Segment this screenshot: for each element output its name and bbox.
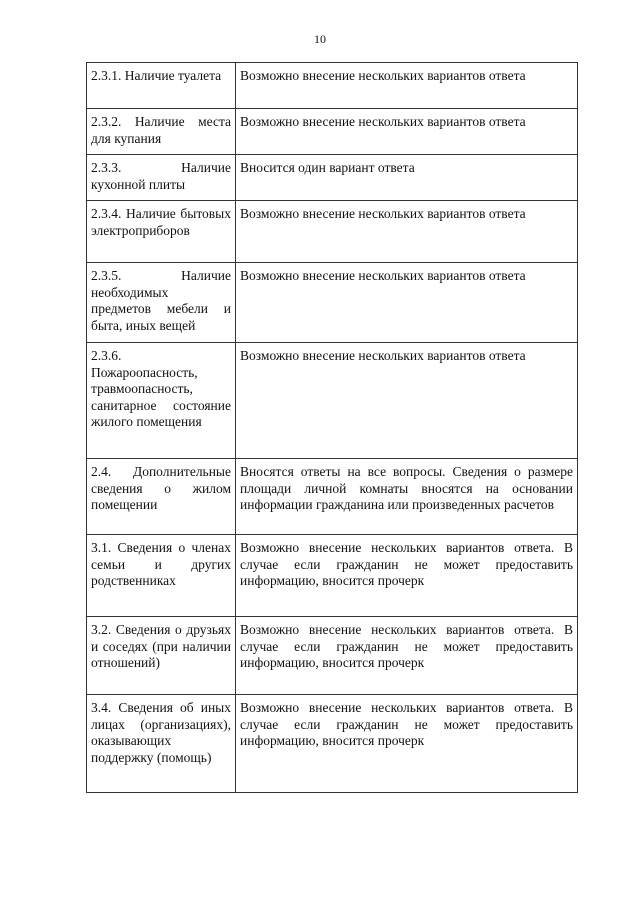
item-cell	[87, 263, 236, 343]
description-cell	[236, 343, 578, 459]
instructions-table	[86, 62, 578, 793]
item-cell	[87, 695, 236, 793]
description-cell	[236, 695, 578, 793]
item-text: 2.3.1. Наличие туалета	[91, 68, 222, 83]
description-text: Возможно внесение нескольких вариантов ответа. В случае если гражданин не может предоставить информацию, вносится прочерк	[240, 622, 573, 670]
description-text: Возможно внесение нескольких вариантов ответа	[240, 68, 526, 83]
page-number: 10	[314, 32, 326, 46]
item-cell	[87, 201, 236, 263]
table-row	[87, 109, 578, 155]
description-cell	[236, 617, 578, 695]
item-cell	[87, 109, 236, 155]
description-cell	[236, 201, 578, 263]
item-cell	[87, 617, 236, 695]
table-row	[87, 343, 578, 459]
item-text: 2.3.2. Наличие места для купания	[91, 114, 231, 146]
table-row	[87, 617, 578, 695]
item-cell	[87, 343, 236, 459]
item-cell	[87, 459, 236, 535]
description-cell	[236, 155, 578, 201]
description-cell	[236, 63, 578, 109]
description-text: Возможно внесение нескольких вариантов ответа	[240, 268, 526, 283]
table-row	[87, 695, 578, 793]
table-row	[87, 201, 578, 263]
description-text: Возможно внесение нескольких вариантов ответа. В случае если гражданин не может предоставить информацию, вносится прочерк	[240, 540, 573, 588]
item-text: 3.4. Сведения об иных лицах (организациях), оказывающих поддержку (помощь)	[91, 700, 231, 765]
item-cell	[87, 155, 236, 201]
item-text: 2.3.6. Пожароопасность, травмоопасность, санитарное состояние жилого помещения	[91, 348, 231, 429]
description-text: Возможно внесение нескольких вариантов ответа	[240, 348, 526, 363]
item-text: 2.4. Дополнительные сведения о жилом помещении	[91, 464, 231, 512]
item-cell	[87, 535, 236, 617]
description-text: Возможно внесение нескольких вариантов ответа	[240, 206, 526, 221]
item-cell	[87, 63, 236, 109]
description-cell	[236, 459, 578, 535]
item-text: 3.1. Сведения о членах семьи и других родственниках	[91, 540, 231, 588]
description-text: Вносится один вариант ответа	[240, 160, 415, 175]
item-text: 2.3.3. Наличие кухонной плиты	[91, 160, 231, 192]
table-row	[87, 155, 578, 201]
description-text: Вносятся ответы на все вопросы. Сведения о размере площади личной комнаты вносятся на основании информации гражданина или произведенных расчетов	[240, 464, 573, 512]
table-row	[87, 535, 578, 617]
description-cell	[236, 109, 578, 155]
description-text: Возможно внесение нескольких вариантов ответа	[240, 114, 526, 129]
item-text: 3.2. Сведения о друзьях и соседях (при наличии отношений)	[91, 622, 231, 670]
item-text: 2.3.4. Наличие бытовых электроприборов	[91, 206, 231, 238]
item-text: 2.3.5. Наличие необходимых предметов мебели и быта, иных вещей	[91, 268, 231, 333]
description-text: Возможно внесение нескольких вариантов ответа. В случае если гражданин не может предоставить информацию, вносится прочерк	[240, 700, 573, 748]
table-row	[87, 459, 578, 535]
description-cell	[236, 535, 578, 617]
table-row	[87, 63, 578, 109]
description-cell	[236, 263, 578, 343]
table-row	[87, 263, 578, 343]
